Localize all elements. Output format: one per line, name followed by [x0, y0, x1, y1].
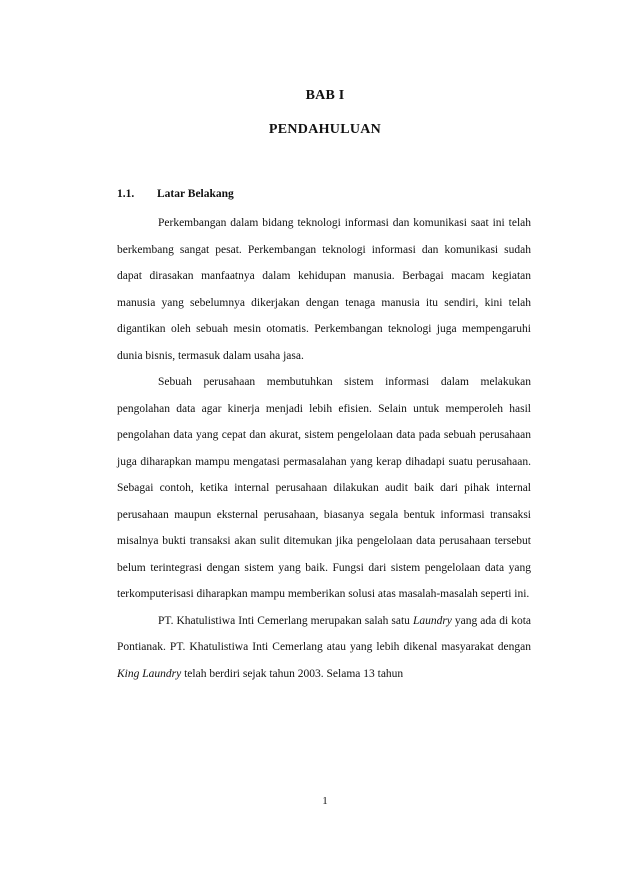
chapter-number: BAB I: [305, 88, 345, 103]
section-number: 1.1.: [117, 188, 135, 200]
king-laundry-term: King Laundry: [117, 667, 182, 680]
chapter-title: PENDAHULUAN: [268, 122, 382, 137]
paragraph-3-part-3: telah berdiri sejak tahun 2003. Selama 13 tahun: [181, 667, 404, 680]
paragraph-1: Perkembangan dalam bidang teknologi informasi dan komunikasi saat ini telah berkembang sangat pesat. Perkembangan teknologi informasi dan komunikasi sudah dapat dirasakan manfaatnya dalam kehidupan manusia. Berbagai macam kegiatan manusia yang sebelumnya dikerjakan dengan tenaga manusia itu sendiri, kini telah digantikan oleh sebuah mesin otomatis. Perkembangan teknologi juga mempengaruhi dunia bisnis, termasuk dalam usaha jasa.: [117, 217, 531, 362]
paragraph-2: Sebuah perusahaan membutuhkan sistem informasi dalam melakukan pengolahan data agar kinerja menjadi lebih efisien. Selain untuk memperoleh hasil pengolahan data yang cepat dan akurat, sistem pengelolaan data pada sebuah perusahaan juga diharapkan mampu mengatasi permasalahan yang kerap dihadapi suatu perusahaan. Sebagai contoh, ketika internal perusahaan dilakukan audit baik dari pihak internal perusahaan maupun eksternal perusahaan, biasanya segala bentuk informasi transaksi misalnya bukti transaksi akan sulit ditemukan jika pengelolaan data perusahaan tersebut belum terintegrasi dengan sistem yang baik. Fungsi dari sistem pengelolaan data yang terkomputerisasi diharapkan mampu memberikan solusi atas masalah-masalah seperti ini.: [117, 376, 531, 600]
section-heading: [117, 188, 234, 200]
laundry-term: Laundry: [412, 614, 452, 627]
section-title: Latar Belakang: [157, 188, 234, 200]
paragraph-3: [117, 608, 531, 688]
page-number: 1: [322, 795, 328, 807]
paragraph-3-part-2: yang ada di kota Pontianak. PT. Khatulistiwa Inti Cemerlang atau yang lebih dikenal masyarakat dengan: [117, 614, 532, 653]
paragraph-3-part-1: PT. Khatulistiwa Inti Cemerlang merupakan salah satu: [158, 614, 413, 627]
body-text: [117, 210, 531, 687]
